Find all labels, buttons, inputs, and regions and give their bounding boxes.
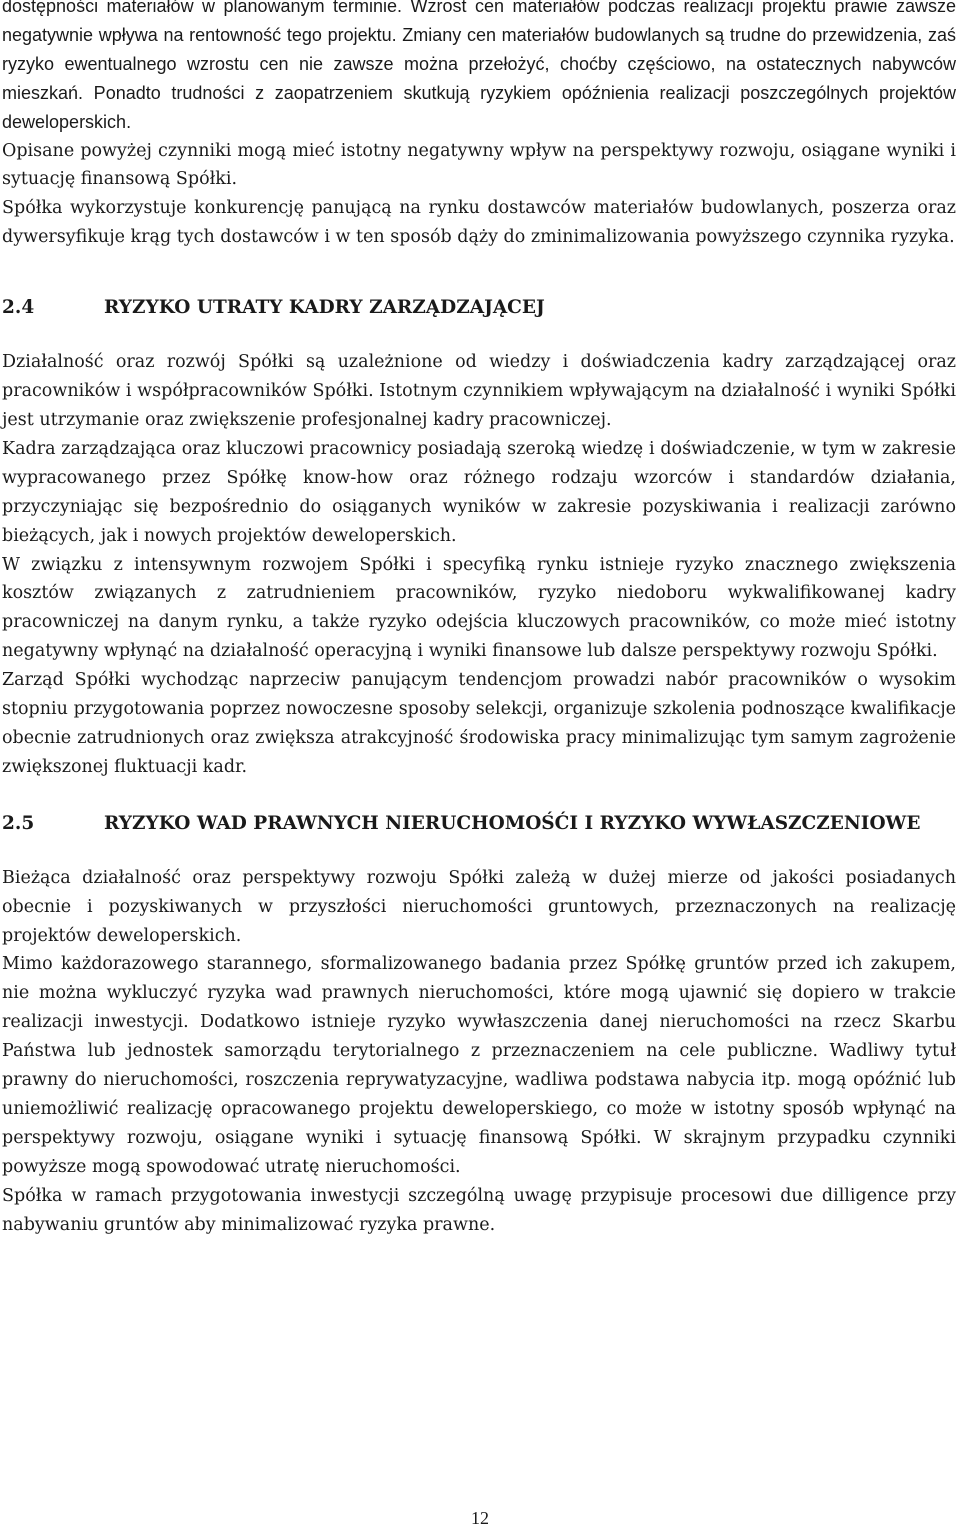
section-2-5-paragraph: Spółka w ramach przygotowania inwestycji szczególną uwagę przypisuje procesowi due dilligence przy nabywaniu gruntów aby minimalizować ryzyka prawne.	[2, 1185, 956, 1235]
section-heading-2-4	[2, 294, 956, 322]
page-content	[2, 0, 956, 1240]
section-number: 2.4	[2, 297, 35, 319]
intro-paragraph-2: Opisane powyżej czynniki mogą mieć istotny negatywny wpływ na perspektywy rozwoju, osiągane wyniki i sytuację finansową Spółki.	[2, 140, 956, 190]
section-heading-2-5	[2, 810, 956, 838]
section-2-4-paragraph: W związku z intensywnym rozwojem Spółki i specyfiką rynku istnieje ryzyko znacznego zwiększenia kosztów związanych z zatrudnieniem pracowników, ryzyko niedoboru wykwalifikowanej kadry pracowniczej na danym rynku, a także ryzyko odejścia kluczowych pracowników, co może mieć istotny negatywny wpłynąć na działalność operacyjną i wyniki finansowe lub dalsze perspektywy rozwoju Spółki.	[2, 554, 956, 662]
section-title: RYZYKO WAD PRAWNYCH NIERUCHOMOŚĆI I RYZYKO WYWŁASZCZENIOWE	[104, 812, 921, 834]
section-2-4-paragraph: Zarząd Spółki wychodząc naprzeciw panującym tendencjom prowadzi nabór pracowników o wysokim stopniu przygotowania poprzez nowoczesne sposoby selekcji, organizuje szkolenia podnoszące kwalifikacje obecnie zatrudnionych oraz zwiększa atrakcyjność środowiska pracy minimalizując tym samym zagrożenie zwiększonej fluktuacji kadr.	[2, 670, 956, 777]
section-2-5-paragraph: Mimo każdorazowego starannego, sformalizowanego badania przez Spółkę gruntów przed ich zakupem, nie można wykluczyć ryzyka wad prawnych nieruchomości, które mogą ujawnić się dopiero w trakcie realizacji inwestycji. Dodatkowo istnieje ryzyko wywłaszczenia danej nieruchomości na rzecz Skarbu Państwa lub jednostek samorządu terytorialnego z przeznaczeniem na cele publiczne. Wadliwy tytuł prawny do nieruchomości, roszczenia reprywatyzacyjne, wadliwa podstawa nabycia itp. mogą opóźnić lub uniemożliwić realizację opracowanego projektu deweloperskiego, co może w istotny sposób wpłynąć na perspektywy rozwoju, osiągane wyniki i sytuację finansową Spółki. W skrajnym przypadku czynniki powyższe mogą spowodować utratę nieruchomości.	[2, 954, 956, 1177]
intro-paragraph-1: dostępności materiałów w planowanym terminie. Wzrost cen materiałów podczas realizacji projektu prawie zawsze negatywnie wpływa na rentowność tego projektu. Zmiany cen materiałów budowlanych są trudne do przewidzenia, zaś ryzyko ewentualnego wzrostu cen nie zawsze można przełożyć, choćby częściowo, na ostatecznych nabywców mieszkań. Ponadto trudności z zaopatrzeniem skutkują ryzykiem opóźnienia realizacji poszczególnych projektów deweloperskich.	[2, 0, 956, 132]
section-2-4-paragraph: Kadra zarządzająca oraz kluczowi pracownicy posiadają szeroką wiedzę i doświadczenie, w tym w zakresie wypracowanego przez Spółkę know-how oraz różnego rodzaju wzorców i standardów działania, przyczyniając się bezpośrednio do osiąganych wyników w zakresie pozyskiwania i realizacji zarówno bieżących, jak i nowych projektów deweloperskich.	[2, 438, 956, 546]
page-number: 12	[471, 1508, 489, 1528]
section-number: 2.5	[2, 812, 35, 834]
section-title: RYZYKO UTRATY KADRY ZARZĄDZAJĄCEJ	[104, 297, 545, 319]
section-2-5-paragraph: Bieżąca działalność oraz perspektywy rozwoju Spółki zależą w dużej mierze od jakości posiadanych obecnie i pozyskiwanych w przyszłości nieruchomości gruntowych, przeznaczonych na realizację projektów deweloperskich.	[2, 867, 956, 946]
intro-paragraph-3: Spółka wykorzystuje konkurencję panującą na rynku dostawców materiałów budowlanych, poszerza oraz dywersyfikuje krąg tych dostawców i w ten sposób dąży do zminimalizowania powyższego czynnika ryzyka.	[2, 198, 956, 248]
section-2-4-paragraph: Działalność oraz rozwój Spółki są uzależnione od wiedzy i doświadczenia kadry zarządzającej oraz pracowników i współpracowników Spółki. Istotnym czynnikiem wpływającym na działalność i wyniki Spółki jest utrzymanie oraz zwiększenie profesjonalnej kadry pracowniczej.	[2, 352, 956, 430]
